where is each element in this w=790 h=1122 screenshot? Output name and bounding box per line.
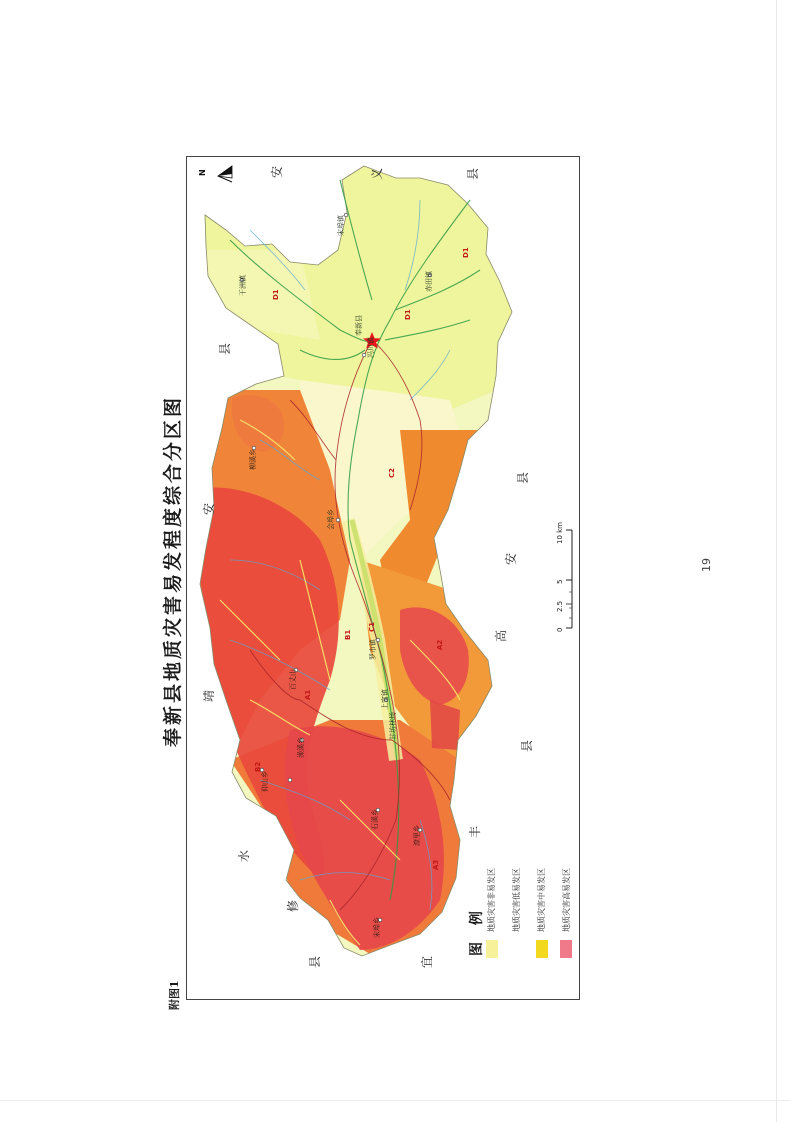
zone-code: A1 bbox=[304, 689, 312, 700]
town-label: 宋埠乡 bbox=[373, 917, 381, 938]
north-label: N bbox=[198, 169, 207, 176]
legend-label-high-hazard: 地质灾害高易发区 bbox=[562, 868, 571, 932]
county-label-jingan: 县 bbox=[218, 342, 232, 355]
scale-bar bbox=[566, 530, 572, 628]
town-label: 宋埠镇 bbox=[337, 215, 345, 236]
zone-code: C1 bbox=[368, 621, 376, 632]
legend-label-non-hazard: 地质灾害非易发区 bbox=[487, 868, 496, 932]
county-label-gaoan: 县 bbox=[516, 471, 530, 484]
legend-label-medium-hazard: 地质灾害中易发区 bbox=[537, 868, 546, 932]
legend-swatch-medium-hazard bbox=[536, 940, 548, 958]
zone-code: B2 bbox=[254, 761, 262, 772]
county-label-yifeng: 县 bbox=[520, 739, 534, 752]
zone-code: D1 bbox=[272, 289, 280, 300]
county-label-xiushui: 修 bbox=[286, 899, 300, 912]
county-label-anyi: 县 bbox=[466, 167, 480, 180]
zone-code: C2 bbox=[388, 467, 396, 478]
scale-tick-label: 10 km bbox=[556, 521, 564, 544]
county-label-yifeng: 丰 bbox=[468, 825, 482, 838]
town-label: 罗市镇 bbox=[369, 639, 377, 660]
county-label-anyi: 义 bbox=[370, 167, 384, 180]
town-label: 赤田镇 bbox=[425, 271, 433, 292]
town-label: 会埠乡 bbox=[327, 509, 335, 530]
town-label: 奉新县 bbox=[355, 315, 363, 336]
zone-code: B1 bbox=[344, 629, 352, 640]
county-label-yifeng: 宜 bbox=[420, 955, 434, 968]
county-label-anyi: 安 bbox=[270, 165, 284, 178]
county-label-jingan: 安 bbox=[202, 502, 216, 515]
page-number: 19 bbox=[700, 558, 713, 572]
zone-code: D1 bbox=[462, 247, 470, 258]
county-label-jingan: 靖 bbox=[202, 689, 216, 702]
county-label-gaoan: 高 bbox=[494, 629, 508, 642]
town-label: 百丈山 bbox=[289, 669, 297, 690]
town-label: 澡溪乡 bbox=[297, 737, 305, 758]
north-arrow bbox=[218, 166, 232, 182]
town-label: 柳溪乡 bbox=[249, 449, 257, 470]
legend-swatch-low-hazard bbox=[512, 940, 524, 958]
map-title: 奉新县地质灾害易发程度综合分区图 bbox=[162, 395, 184, 748]
zone-code: A2 bbox=[436, 639, 444, 650]
legend-swatch-non-hazard bbox=[486, 940, 498, 958]
legend-title: 图 例 bbox=[469, 905, 485, 956]
zone-code: A3 bbox=[432, 859, 440, 870]
county-label-xiushui: 县 bbox=[308, 955, 322, 968]
scale-tick-label: 0 bbox=[556, 627, 564, 632]
town-label: 石溪乡 bbox=[371, 809, 379, 830]
county-label-xiushui: 水 bbox=[237, 849, 251, 862]
annex-label: 附图1 bbox=[168, 980, 181, 1010]
town-label: 干洲镇 bbox=[239, 275, 247, 296]
scale-tick-label: 2.5 bbox=[556, 600, 564, 612]
town-label: 甘坊林场 bbox=[389, 712, 397, 740]
legend-swatch-high-hazard bbox=[560, 940, 572, 958]
town-label: 仰山乡 bbox=[261, 771, 269, 792]
legend-label-low-hazard: 地质灾害低易发区 bbox=[512, 868, 521, 932]
town-label: 上富镇 bbox=[381, 689, 389, 710]
town-label: 潦里乡 bbox=[413, 825, 421, 846]
county-label-gaoan: 安 bbox=[504, 552, 518, 565]
zone-code: D1 bbox=[404, 309, 412, 320]
scale-tick-label: 5 bbox=[556, 579, 564, 584]
town-label: 冯川镇 bbox=[367, 337, 375, 358]
